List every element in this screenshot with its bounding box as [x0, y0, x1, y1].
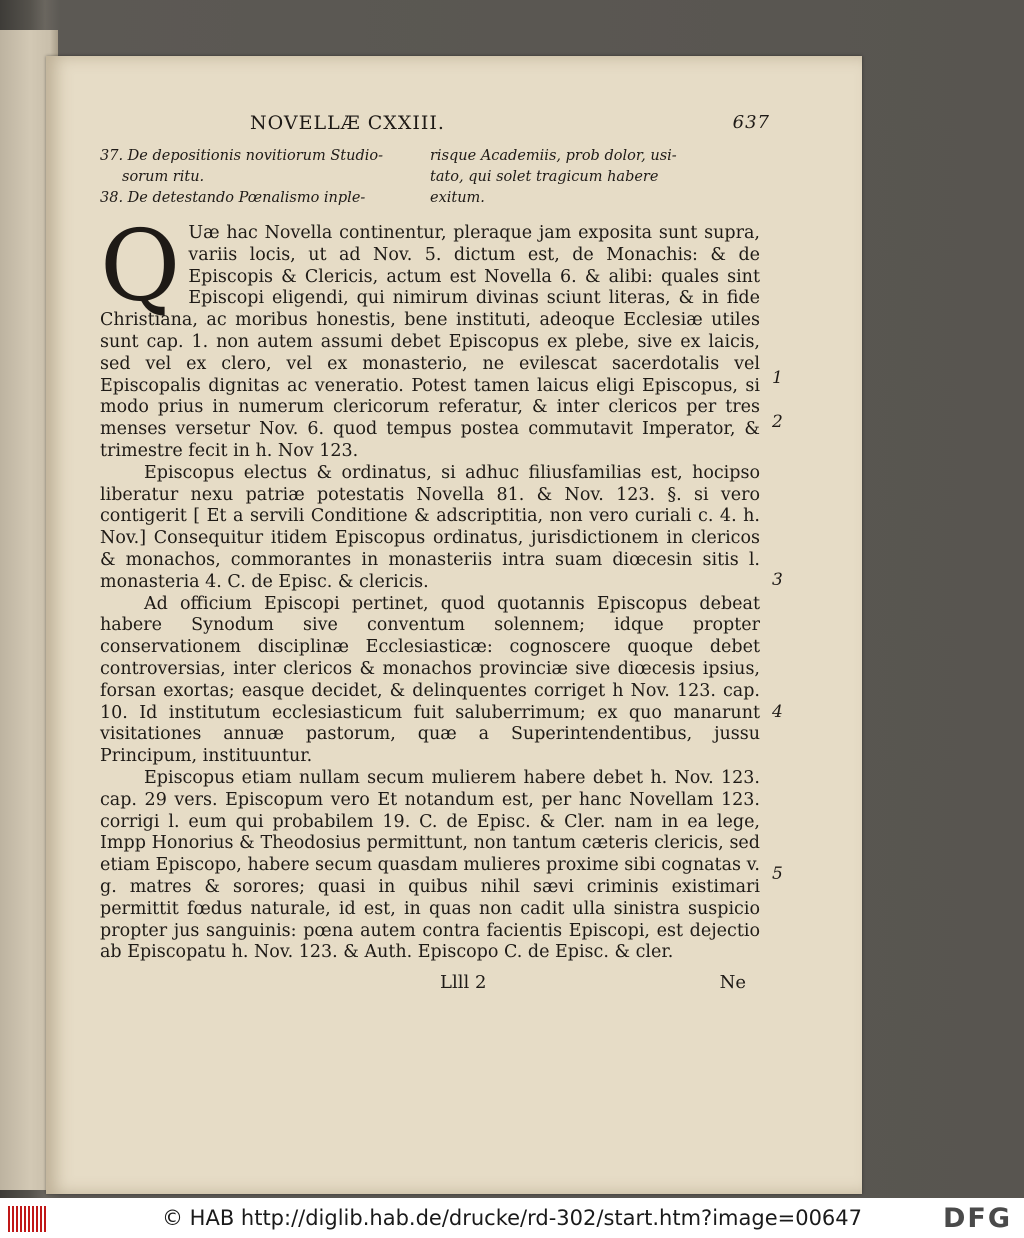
body-text — [100, 210, 760, 964]
chapter-list-left — [100, 146, 430, 209]
book-page — [46, 56, 862, 1194]
toc-line: exitum. — [430, 190, 485, 206]
margin-number: 2 — [772, 412, 783, 432]
chapter-list — [100, 146, 760, 209]
running-title: NOVELLÆ CXXIII. — [250, 112, 445, 134]
dfg-logo: DFG — [942, 1203, 1012, 1234]
toc-line: sorum ritu. — [122, 169, 205, 185]
paragraph: Episcopus etiam nullam secum mulierem habere debet h. Nov. 123. cap. 29 vers. Episcopum vero Et notandum est, per hanc Novellam 123. corrigi l. eum qui probabilem 19. C. de Episc. & Cler. nam in ea lege, Impp Honorius & Theodosius permittunt, non tantum cæteris clericis, sed etiam Episcopo, habere secum quasdam mulieres proxime sibi cognatas v. g. matres & sorores; quasi in quibus nihil sævi criminis existimari permittit fœdus naturale, id est, in quas non cadit ulla sinistra suspicio propter jus sanguinis: pœna autem contra facientis Episcopi, est dejectio ab Episcopatu h. Nov. 123. & Auth. Episcopo C. de Episc. & cler. — [100, 767, 760, 963]
catchword: Ne — [719, 972, 746, 994]
running-head — [100, 112, 770, 140]
credit-bar — [0, 1198, 1024, 1238]
paragraph — [100, 210, 760, 463]
toc-line: 37. De depositionis novitiorum Studio- — [100, 148, 384, 164]
margin-number: 4 — [772, 702, 783, 722]
margin-number: 1 — [772, 368, 783, 388]
paragraph-text: Uæ hac Novella continentur, pleraque jam exposita sunt supra, variis locis, ut ad Nov. 5. dictum est, de Monachis: & de Episcopis & Clericis, actum est Novella 6. & alibi: quales sint Episcopi eligendi, qui nimirum divinas sciunt literas, & in fide Christiana, ac moribus honestis, bene instituti, adeoque Ecclesiæ utiles sunt cap. 1. non autem assumi debet Episcopus ex plebe, sive ex laicis, sed vel ex clero, vel ex monasterio, ne evilescat sacerdotalis vel Episcopalis dignitas ac veneratio. Potest tamen laicus eligi Episcopus, si modo prius in numerum clericorum referatur, & inter clericos per tres menses versetur Nov. 6. quod tempus postea commutavit Imperator, & trimestre fecit in h. Nov 123. — [100, 223, 760, 461]
toc-line: tato, qui solet tragicum habere — [430, 169, 659, 185]
toc-line: risque Academiis, prob dolor, usi- — [430, 148, 677, 164]
margin-number: 3 — [772, 570, 783, 590]
toc-line: 38. De detestando Pœnalismo inple- — [100, 190, 366, 206]
page-content — [100, 112, 783, 998]
credit-link[interactable]: © HAB http://diglib.hab.de/drucke/rd-302/start.htm?image=00647 — [161, 1206, 863, 1230]
page-number: 637 — [732, 112, 770, 133]
drop-cap: Q — [100, 210, 181, 324]
paragraph: Ad officium Episcopi pertinet, quod quotannis Episcopus debeat habere Synodum sive conventum solennem; idque propter conservationem disciplinæ Ecclesiasticæ: cognoscere quoque debet controversias, inter clericos & monachos provinciæ sive diœcesis ipsius, forsan exortas; easque decidet, & delinquentes corriget h Nov. 123. cap. 10. Id institutum ecclesiasticum fuit saluberrimum; ex quo manarunt visitationes annuæ pastorum, quæ a Superintendentibus, jussu Principum, instituuntur. — [100, 593, 760, 767]
paragraph: Episcopus electus & ordinatus, si adhuc filiusfamilias est, hocipso liberatur nexu patriæ potestatis Novella 81. & Nov. 123. §. si vero contigerit [ Et a servili Conditione & adscriptitia, non vero curiali c. 4. h. Nov.] Consequitur itidem Episcopus ordinatus, jurisdictionem in clericos & monachos, commorantes in monasteriis intra suam diœcesin sitis l. monasteria 4. C. de Episc. & clericis. — [100, 462, 760, 592]
chapter-list-right — [430, 146, 760, 209]
margin-number: 5 — [772, 864, 783, 884]
signature-mark: Llll 2 — [440, 972, 487, 994]
page-footer — [100, 972, 760, 998]
